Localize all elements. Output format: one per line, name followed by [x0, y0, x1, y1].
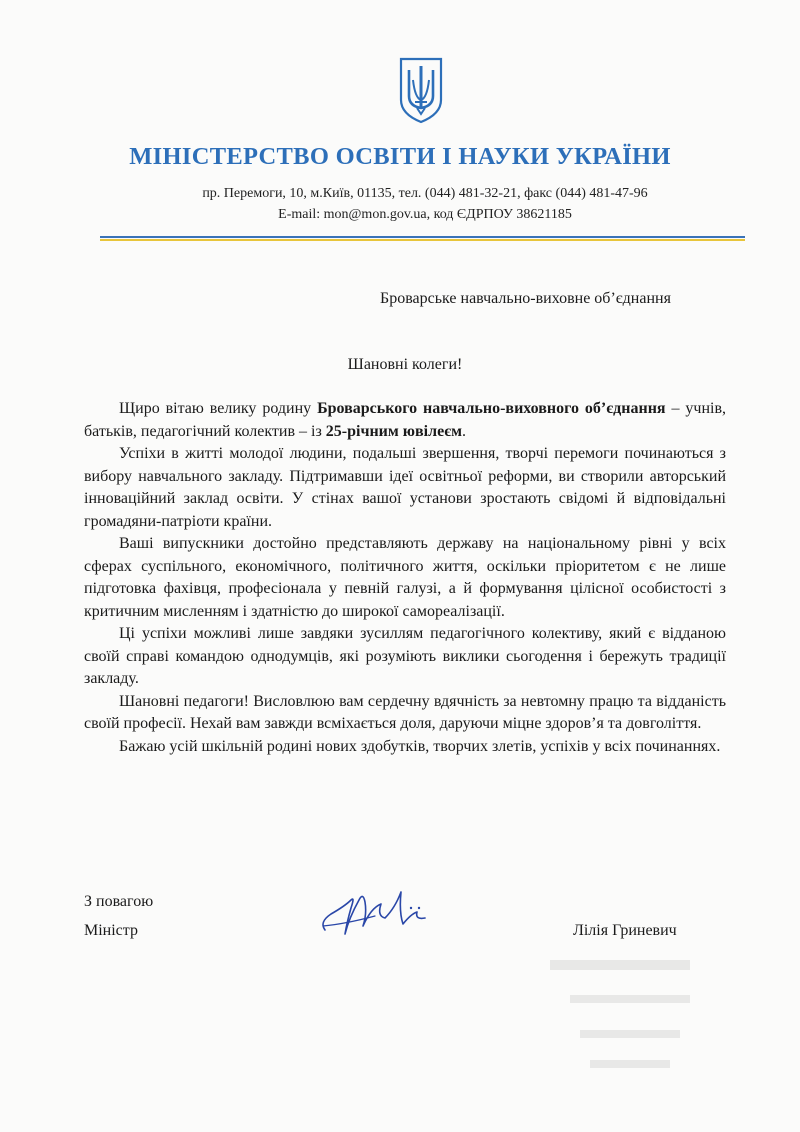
- jubilee-text: 25-річним ювілеєм: [325, 422, 462, 440]
- handwritten-signature-icon: [315, 878, 435, 948]
- paragraph-3: Ваші випускники достойно представляють державу на національному рівні у всіх сферах суспільного, економічного, політичного життя, оскільки пріоритетом є не лише підготовка фахівця, професіонала у певній галузі, а й формування цілісної особистості з критичним мисленням і здатністю до широкої самореалізації.: [84, 535, 726, 620]
- paragraph-6: Бажаю усій шкільній родині нових здобутків, творчих злетів, успіхів у всіх починаннях.: [119, 737, 721, 755]
- paragraph-1-start: Щиро вітаю велику родину: [119, 400, 318, 417]
- letter-body: [84, 398, 726, 758]
- paragraph-4: Ці успіхи можливі лише завдяки зусиллям педагогічного колективу, який є відданою своїй справі командою однодумців, які розуміють виклики сьогодення і бережуть традиції закладу.: [84, 625, 726, 687]
- flag-divider-blue: [100, 236, 745, 238]
- recipient: Броварське навчально-виховне об’єднання: [380, 290, 671, 307]
- ministry-title: МІНІСТЕРСТВО ОСВІТИ І НАУКИ УКРАЇНИ: [129, 143, 671, 170]
- paragraph-1: [84, 398, 726, 443]
- organization-name: Броварського навчально-виховного об’єднання: [317, 400, 666, 417]
- address-line: пр. Перемоги, 10, м.Київ, 01135, тел. (044) 481-32-21, факс (044) 481-47-96: [202, 186, 648, 201]
- paragraph-1-middle: – учнів, батьків, педагогічний колектив – із: [84, 400, 727, 440]
- closing-regards: З повагою: [84, 893, 154, 910]
- flag-divider-yellow: [100, 239, 745, 241]
- greeting: Шановні колеги!: [347, 356, 463, 373]
- paragraph-5: Шановні педагоги! Висловлюю вам сердечну вдячність за невтомну працю та відданість своїй професії. Нехай вам завжди всміхається доля, даруючи міцне здоров’я та довголіття.: [84, 692, 726, 732]
- trident-emblem-icon: [398, 56, 444, 124]
- paragraph-2: Успіхи в житті молодої людини, подальші звершення, творчі перемоги починаються з вибору навчального закладу. Підтримавши ідеї освітньої реформи, ви створили авторський інноваційний заклад освіти. У стінах вашої установи зростають свідомі й відповідальні громадяни-патріоти країни.: [84, 445, 726, 530]
- faint-stamp-imprint: [520, 940, 720, 1090]
- contact-line: E-mail: mon@mon.gov.ua, код ЄДРПОУ 38621185: [278, 207, 572, 222]
- signer-name: Лілія Гриневич: [573, 922, 677, 939]
- paragraph-1-end: .: [462, 422, 466, 440]
- signer-position: Міністр: [84, 922, 138, 939]
